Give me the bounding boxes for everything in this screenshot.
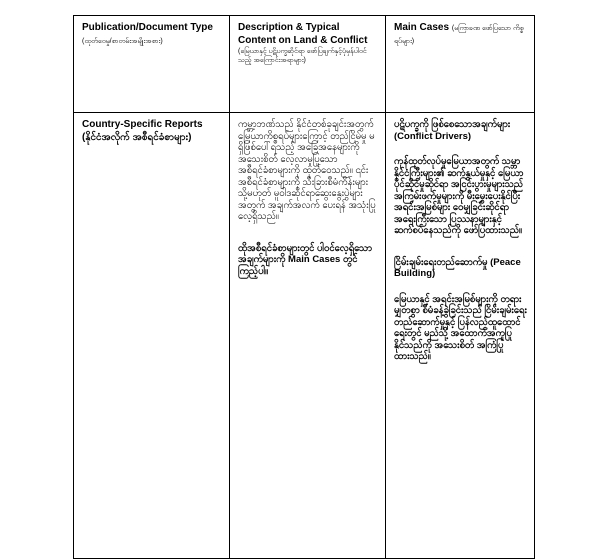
cell-main-cases <box>386 113 535 559</box>
case-text-peace-building: မြေယာနှင့် အရင်းအမြစ်များကို တရားမျှတစွာ စီမံခန့်ခွဲခြင်းသည် ငြိမ်းချမ်းရေးတည်ဆောက်မှုနှင့် ပြန်လည်ထူထောင်ရေးတွင် မည်သို့ အထောက်အကူပြုနိုင်သည်ကို အသေးစိတ် အကြံပြုထားသည်။ <box>394 293 527 362</box>
header-title-type: Publication/Document Type <box>82 22 213 33</box>
publication-type-label: Country-Specific Reports (နိုင်ငံအလိုက် အစီရင်ခံစာများ) <box>82 119 203 143</box>
table-header-row <box>74 16 535 113</box>
description-note: ထိုအစီရင်ခံစာများတွင် ပါဝင်လေ့ရှိသော အချက်များကို Main Cases တွင်ကြည့်ပါ။ <box>238 242 373 277</box>
case-text-conflict-drivers: ကုန်ထုတ်လုပ်မှုမြေယာအတွက် သမ္ဘာနိုင်ငံကြီးများ၏ ဆက်နွယ်မှုနှင့် မြေယာပိုင်ဆိုင်မှုဆိုင်ရာ အငြင်းပွားမှုများသည် အကြမ်းဖက်မှုများကို မီးမွှေးပေးနိုင်ပြီး အရင်းအမြစ်များ ဝေမျှခြင်းဆိုင်ရာ အရေးကြီးသော ပြဿနာများနှင့် ဆက်စပ်နေသည်ကို ဖော်ပြထားသည်။ <box>394 156 524 236</box>
header-note-type: (ထုတ်ဝေမှု/စာတမ်းအမျိုးအစား) <box>82 37 163 45</box>
header-title-cases: Main Cases <box>394 22 450 33</box>
header-note-cases: (မကြာခဏ ဖော်ပြသော ကိစ္စရပ်များ) <box>394 25 524 45</box>
land-conflict-table <box>73 15 535 559</box>
header-cell-cases <box>386 16 535 113</box>
case-heading-conflict-drivers: ပဋိပက္ခကို ဖြစ်စေသောအချက်များ (Conflict Drivers) <box>394 119 511 142</box>
cell-description <box>230 113 386 559</box>
header-title-description: Description & Typical Content on Land & Conflict <box>238 22 368 46</box>
case-heading-peace-building: ငြိမ်းချမ်းရေးတည်ဆောက်မှု (Peace Building) <box>394 256 521 279</box>
description-text: ကမ္ဘာ့ဘဏ်သည် နိုင်ငံတစ်ခုချင်းအတွက် မြေယာကိစ္စရပ်များကြောင့် တည်ငြိမ်မှု မရှိဖြစ်ပေါ်ရသည့် အခြေအနေများကို အသေးစိတ် လေ့လာမှုပြုသော အစီရင်ခံစာများကို ထုတ်ဝေသည်။ ၎င်းအစီရင်ခံစာများကို သီးခြားစီမံကိန်းများ သို့မဟုတ် မူဝါဒဆိုင်ရာဆွေးနွေးပွဲများအတွက် အချက်အလက် ပေးရန် အသုံးပြုလေ့ရှိသည်။ <box>238 119 376 222</box>
header-cell-description <box>230 16 386 113</box>
header-note-description: (မြေယာနှင့် ပဋိပက္ခဆိုင်ရာ ဖော်ပြချက်နှင့်ပုံမှန်ပါဝင်သည့် အကြောင်းအရာများ) <box>238 48 367 64</box>
header-cell-type <box>74 16 230 113</box>
table-row <box>74 113 535 559</box>
cell-publication-type <box>74 113 230 559</box>
